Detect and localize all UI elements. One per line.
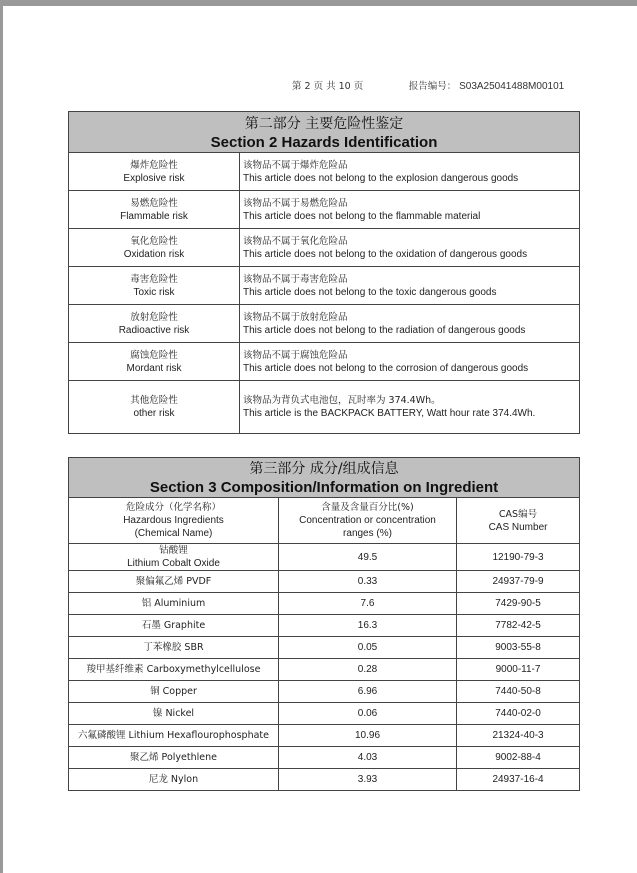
page-header — [292, 78, 564, 92]
ingredient-concentration: 0.28 — [279, 659, 457, 681]
ingredient-concentration: 16.3 — [279, 615, 457, 637]
hazard-label-cn: 腐蚀危险性 — [130, 349, 178, 361]
report-number-label: 报告编号： — [408, 81, 457, 92]
ingredient-name-cn: 钴酸锂 — [159, 545, 188, 556]
ingredient-name: 聚偏氟乙烯 PVDF — [69, 571, 279, 593]
hazard-value-cn: 该物品不属于氧化危险品 — [243, 235, 348, 247]
table-row — [69, 637, 580, 659]
ingredient-name — [69, 544, 279, 571]
table-row — [69, 593, 580, 615]
column-header-cas-en: CAS Number — [488, 521, 548, 533]
table-row — [69, 659, 580, 681]
ingredient-name: 镍 Nickel — [69, 703, 279, 725]
hazard-row — [69, 343, 580, 381]
top-border-bar — [0, 0, 637, 6]
table-row — [69, 544, 580, 571]
hazard-value-cn: 该物品不属于毒害危险品 — [243, 273, 348, 285]
ingredient-name: 石墨 Graphite — [69, 615, 279, 637]
ingredient-concentration: 0.05 — [279, 637, 457, 659]
ingredient-name: 羧甲基纤维素 Carboxymethylcellulose — [69, 659, 279, 681]
hazard-label-en: Radioactive risk — [118, 324, 190, 336]
hazard-value-en: This article does not belong to the oxidation of dangerous goods — [243, 248, 528, 260]
hazards-identification-table — [68, 111, 580, 434]
ingredient-cas: 24937-16-4 — [457, 769, 580, 791]
section3-title-cn: 第三部分 成分/组成信息 — [249, 461, 399, 477]
table-row — [69, 703, 580, 725]
ingredient-name: 铜 Copper — [69, 681, 279, 703]
hazard-row — [69, 267, 580, 305]
column-header-ingredient-cn: 危险成分（化学名称） — [125, 502, 221, 513]
hazard-label-en: Flammable risk — [120, 210, 188, 222]
ingredient-name: 尼龙 Nylon — [69, 769, 279, 791]
ingredient-cas: 9000-11-7 — [457, 659, 580, 681]
hazard-value-en: This article is the BACKPACK BATTERY, Watt hour rate 374.4Wh. — [243, 408, 536, 419]
page-number: 第 2 页 共 10 页 — [292, 81, 364, 92]
ingredient-cas: 21324-40-3 — [457, 725, 580, 747]
report-number: S03A25041488M00101 — [459, 81, 565, 92]
hazard-label-en: Oxidation risk — [123, 248, 185, 260]
ingredient-cas: 7440-50-8 — [457, 681, 580, 703]
left-border-bar — [0, 0, 3, 873]
ingredient-name-en: Lithium Cobalt Oxide — [127, 558, 220, 569]
hazard-value-en: This article does not belong to the explosion dangerous goods — [243, 172, 519, 184]
ingredient-concentration: 0.33 — [279, 571, 457, 593]
section2-title-en: Section 2 Hazards Identification — [210, 133, 438, 151]
hazard-value-en: This article does not belong to the corrosion of dangerous goods — [243, 362, 529, 374]
column-header-concentration-cn: 含量及含量百分比(%) — [321, 502, 414, 513]
column-header-ingredient-en: Hazardous Ingredients — [123, 515, 224, 526]
ingredient-concentration: 49.5 — [279, 544, 457, 571]
ingredient-cas: 24937-79-9 — [457, 571, 580, 593]
hazard-value-cn: 该物品不属于放射危险品 — [243, 311, 348, 323]
table-row — [69, 725, 580, 747]
column-header-cas — [457, 498, 580, 544]
hazard-label-cn: 氧化危险性 — [130, 235, 178, 247]
column-header-concentration-en: Concentration or concentration — [299, 515, 436, 526]
ingredient-cas: 9002-88-4 — [457, 747, 580, 769]
column-header-cas-cn: CAS编号 — [498, 508, 538, 520]
ingredient-name: 六氟磷酸锂 Lithium Hexaflourophosphate — [69, 725, 279, 747]
ingredient-cas: 7440-02-0 — [457, 703, 580, 725]
table-row — [69, 615, 580, 637]
table-row — [69, 681, 580, 703]
hazard-label-cn: 易燃危险性 — [130, 197, 178, 209]
hazard-row — [69, 381, 580, 434]
ingredient-concentration: 10.96 — [279, 725, 457, 747]
composition-table — [68, 457, 580, 791]
hazard-label-cn: 毒害危险性 — [130, 273, 178, 285]
ingredient-name: 铝 Aluminium — [69, 593, 279, 615]
table-row — [69, 747, 580, 769]
table-row — [69, 769, 580, 791]
hazard-label-cn: 爆炸危险性 — [130, 159, 178, 171]
hazard-value-en: This article does not belong to the radiation of dangerous goods — [243, 324, 526, 336]
hazard-value-en: This article does not belong to the flammable material — [243, 210, 481, 222]
table-row — [69, 571, 580, 593]
column-header-ingredient-en-2: (Chemical Name) — [134, 528, 213, 539]
section3-title-en: Section 3 Composition/Information on Ingredient — [149, 479, 499, 496]
ingredient-cas: 9003-55-8 — [457, 637, 580, 659]
ingredient-cas: 12190-79-3 — [457, 544, 580, 571]
section2-title-cn: 第二部分 主要危险性鉴定 — [244, 115, 404, 132]
ingredient-cas: 7429-90-5 — [457, 593, 580, 615]
ingredient-concentration: 0.06 — [279, 703, 457, 725]
hazard-label-cn: 放射危险性 — [130, 311, 178, 323]
ingredient-concentration: 6.96 — [279, 681, 457, 703]
ingredient-cas: 7782-42-5 — [457, 615, 580, 637]
hazard-value-cn: 该物品不属于易燃危险品 — [243, 197, 348, 209]
hazard-value-cn: 该物品不属于爆炸危险品 — [243, 159, 348, 171]
section3-title — [69, 458, 580, 498]
ingredient-name: 丁苯橡胶 SBR — [69, 637, 279, 659]
column-header-concentration-en-2: ranges (%) — [343, 528, 392, 539]
hazard-row — [69, 191, 580, 229]
ingredient-name: 聚乙烯 Polyethlene — [69, 747, 279, 769]
hazard-row — [69, 229, 580, 267]
hazard-value-cn: 该物品为背负式电池包，瓦时率为 374.4Wh。 — [243, 395, 441, 406]
hazard-value-en: This article does not belong to the toxic dangerous goods — [243, 286, 497, 298]
hazard-row — [69, 305, 580, 343]
column-header-ingredient — [69, 498, 279, 544]
ingredient-concentration: 4.03 — [279, 747, 457, 769]
hazard-label-en: Explosive risk — [123, 172, 185, 184]
ingredient-concentration: 3.93 — [279, 769, 457, 791]
section2-title — [69, 112, 580, 153]
hazard-label-en: other risk — [133, 408, 175, 419]
composition-header-row — [69, 498, 580, 544]
ingredient-concentration: 7.6 — [279, 593, 457, 615]
hazard-value-cn: 该物品不属于腐蚀危险品 — [243, 349, 348, 361]
hazard-row — [69, 153, 580, 191]
hazard-label-en: Mordant risk — [126, 362, 182, 374]
hazard-label-cn: 其他危险性 — [130, 395, 178, 406]
column-header-concentration — [279, 498, 457, 544]
hazard-label-en: Toxic risk — [133, 286, 175, 298]
